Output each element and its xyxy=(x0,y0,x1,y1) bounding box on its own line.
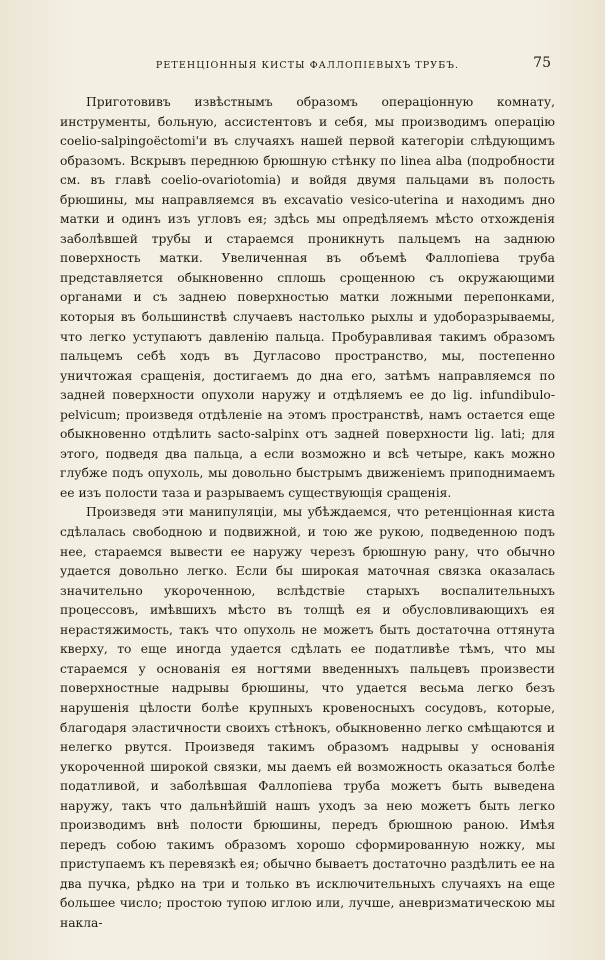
paragraph-1: Приготовивъ извѣстнымъ образомъ операціонную комнату, инструменты, больную, ассистентовъ и себя, мы производимъ операцію coelio-salpingoëctomi'и въ случаяхъ нашей первой категоріи слѣдующимъ образомъ. Вскрывъ переднюю брюшную стѣнку по linea alba (подробности см. въ главѣ coelio-ovariotomia) и войдя двумя пальцами въ полость брюшины, мы направляемся въ excavatio vesico-uterina и находимъ дно матки и одинъ изъ угловъ ея; здѣсь мы опредѣляемъ мѣсто отхожденія заболѣвшей трубы и стараемся проникнуть пальцемъ на заднюю поверхность матки. Увеличенная въ объемѣ Фаллопіева труба представляется обыкновенно сплошь срощенною съ окружающими органами и съ заднею поверхностью матки ложными перепонками, которыя въ большинствѣ случаевъ настолько рыхлы и удоборазрываемы, что легко уступаютъ давленію пальца. Пробуравливая такимъ образомъ пальцемъ себѣ ходъ въ Дугласово пространство, мы, постепенно уничтожая сращенія, достигаемъ до дна его, затѣмъ направляемся по задней поверхности опухоли наружу и отдѣляемъ ее до lig. infundibulo-pelvicum; произведя отдѣленіе на этомъ пространствѣ, намъ остается еще обыкновенно отдѣлить sacto-salpinx отъ задней поверхности lig. lati; для этого, подведя два пальца, а если возможно и всѣ четыре, какъ можно глубже подъ опухоль, мы довольно быстрымъ движеніемъ приподнимаемъ ее изъ полости таза и разрываемъ существующія сращенія. xyxy=(60,95,555,500)
body-text xyxy=(60,93,555,934)
page-number: 75 xyxy=(533,55,551,71)
running-header xyxy=(60,56,555,82)
running-title: РЕТЕНЦІОННЫЯ КИСТЫ ФАЛЛОПІЕВЫХЪ ТРУБЪ. xyxy=(155,60,460,71)
paragraph-2: Произведя эти манипуляціи, мы убѣждаемся, что ретенціонная киста сдѣлалась свободною и подвижной, и тою же рукою, подведенною подъ нее, стараемся вывести ее наружу черезъ брюшную рану, что обычно удается довольно легко. Если бы широкая маточная связка оказалась значительно укороченною, вслѣдствіе старыхъ воспалительныхъ процессовъ, имѣвшихъ мѣсто въ толщѣ ея и обусловливающихъ ея нерастяжимость, такъ что опухоль не можетъ быть достаточна оттянута кверху, то еще иногда удается сдѣлать ее податливѣе тѣмъ, что мы стараемся у основанія ея ногтями введенныхъ пальцевъ произвести поверхностные надрывы брюшины, что удается весьма легко безъ нарушенія цѣлости болѣе крупныхъ кровеносныхъ сосудовъ, которые, благодаря эластичности своихъ стѣнокъ, обыкновенно легко смѣщаются и нелегко рвутся. Произведя такимъ образомъ надрывы у основанія укороченной широкой связки, мы даемъ ей возможность оказаться болѣе податливой, и заболѣвшая Фаллопіева труба можетъ быть выведена наружу, такъ что дальнѣйшій нашъ уходъ за нею можетъ быть легко производимъ внѣ полости брюшины, передъ брюшною раною. Имѣя передъ собою такимъ образомъ хорошо сформированную ножку, мы приступаемъ къ перевязкѣ ея; обычно бываетъ достаточно раздѣлить ее на два пучка, рѣдко на три и только въ исключительныхъ случаяхъ на еще большее число; простою тупою иглою или, лучше, аневризматическою мы накла- xyxy=(60,505,555,930)
